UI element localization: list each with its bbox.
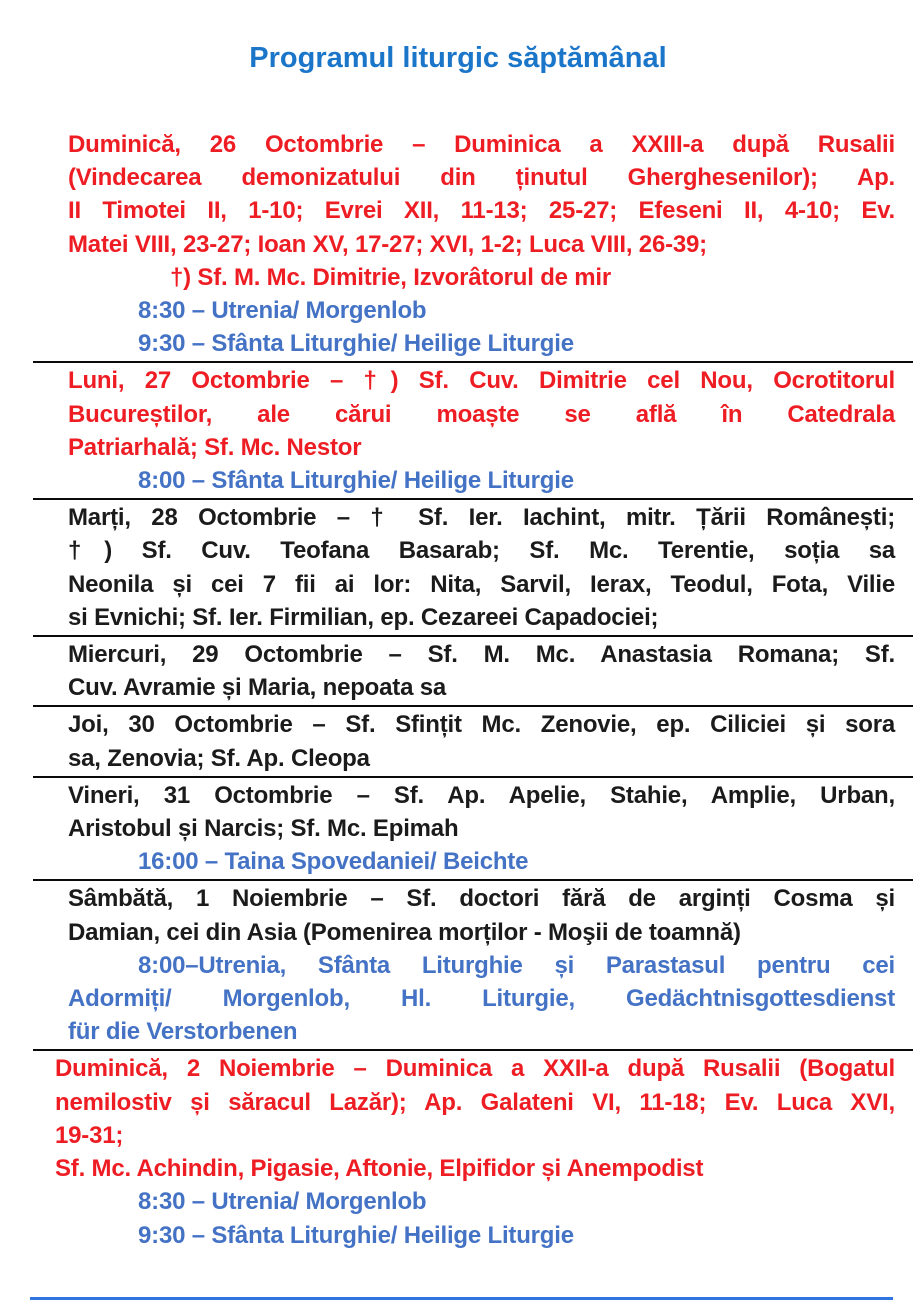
- schedule-line: 9:30 – Sfânta Liturghie/ Heilige Liturgie: [138, 330, 574, 358]
- section-separator: [33, 635, 913, 637]
- text-line: 8:00–Utrenia, Sfânta Liturghie și Parastasul pentru cei: [138, 951, 895, 979]
- feast-line: †) Sf. M. Mc. Dimitrie, Izvorâtorul de mir: [170, 263, 612, 291]
- text-line: Joi, 30 Octombrie – Sf. Sfințit Mc. Zenovie, ep. Ciliciei și sora: [68, 711, 895, 739]
- day-paragraph: [68, 708, 895, 774]
- page-bottom-rule: [30, 1297, 893, 1300]
- text-line: Duminică, 26 Octombrie – Duminica a XXIII-a după Rusalii: [68, 131, 895, 158]
- section-separator: [33, 776, 913, 778]
- schedule-line: 8:00 – Sfânta Liturghie/ Heilige Liturgie: [138, 467, 574, 495]
- day-paragraph: [68, 501, 895, 634]
- text-line: nemilostiv și săracul Lazăr); Ap. Galateni VI, 11-18; Ev. Luca XVI,: [55, 1088, 895, 1116]
- text-line: Luni, 27 Octombrie – †) Sf. Cuv. Dimitrie cel Nou, Ocrotitorul: [68, 367, 895, 395]
- day-paragraph: [68, 882, 895, 948]
- text-line: Duminică, 2 Noiembrie – Duminica a XXII-a după Rusalii (Bogatul: [55, 1055, 895, 1083]
- text-line: Neonila și cei 7 fii ai lor: Nita, Sarvil, Ierax, Teodul, Fota, Vilie: [68, 570, 895, 598]
- schedule-line: 8:30 – Utrenia/ Morgenlob: [138, 1188, 427, 1216]
- text-line: sa, Zenovia; Sf. Ap. Cleopa: [68, 744, 370, 772]
- day-paragraph: [68, 949, 895, 1049]
- schedule-line: 9:30 – Sfânta Liturghie/ Heilige Liturgie: [138, 1221, 574, 1249]
- text-line: Marți, 28 Octombrie – † Sf. Ier. Iachint, mitr. Țării Românești;: [68, 504, 895, 532]
- text-line: Damian, cei din Asia (Pomenirea morților - Moşii de toamnă): [68, 918, 741, 946]
- text-line: Cuv. Avramie și Maria, nepoata sa: [68, 674, 446, 702]
- day-paragraph: [68, 779, 895, 845]
- text-line: Sâmbătă, 1 Noiembrie – Sf. doctori fără de arginți Cosma și: [68, 885, 895, 913]
- text-line: 19-31;: [55, 1121, 124, 1149]
- text-line: (Vindecarea demonizatului din ținutul Gherghesenilor); Ap.: [68, 164, 895, 192]
- text-line: für die Verstorbenen: [68, 1018, 298, 1046]
- section-separator: [33, 361, 913, 363]
- text-line: Adormiți/ Morgenlob, Hl. Liturgie, Gedächtnisgottesdienst: [68, 985, 895, 1013]
- section-separator: [33, 498, 913, 500]
- schedule-line: 16:00 – Taina Spovedaniei/ Beichte: [138, 848, 529, 876]
- day-paragraph: [68, 364, 895, 464]
- day-paragraph: [55, 1052, 895, 1152]
- text-line: Bucureștilor, ale cărui moaște se află în Catedrala: [68, 400, 895, 428]
- section-separator: [33, 1049, 913, 1051]
- text-line: Aristobul și Narcis; Sf. Mc. Epimah: [68, 815, 459, 843]
- document-title: Programul liturgic săptămânal: [249, 42, 667, 74]
- day-paragraph: [68, 128, 895, 261]
- section-separator: [33, 705, 913, 707]
- text-line: †) Sf. Cuv. Teofana Basarab; Sf. Mc. Terentie, soția sa: [68, 537, 895, 565]
- text-line: Matei VIII, 23-27; Ioan XV, 17-27; XVI, 1-2; Luca VIII, 26-39;: [68, 230, 707, 258]
- text-line: si Evnichi; Sf. Ier. Firmilian, ep. Cezareei Capadociei;: [68, 603, 659, 631]
- text-line: II Timotei II, 1-10; Evrei XII, 11-13; 25-27; Efeseni II, 4-10; Ev.: [68, 197, 895, 225]
- day-paragraph: [68, 638, 895, 704]
- section-separator: [33, 879, 913, 881]
- document-body: [0, 128, 916, 1252]
- text-line: Vineri, 31 Octombrie – Sf. Ap. Apelie, Stahie, Amplie, Urban,: [68, 781, 895, 809]
- text-line: Miercuri, 29 Octombrie – Sf. M. Mc. Anastasia Romana; Sf.: [68, 641, 895, 669]
- schedule-line: 8:30 – Utrenia/ Morgenlob: [138, 297, 427, 325]
- feast-line: Sf. Mc. Achindin, Pigasie, Aftonie, Elpifidor și Anempodist: [55, 1155, 704, 1183]
- text-line: Patriarhală; Sf. Mc. Nestor: [68, 433, 362, 461]
